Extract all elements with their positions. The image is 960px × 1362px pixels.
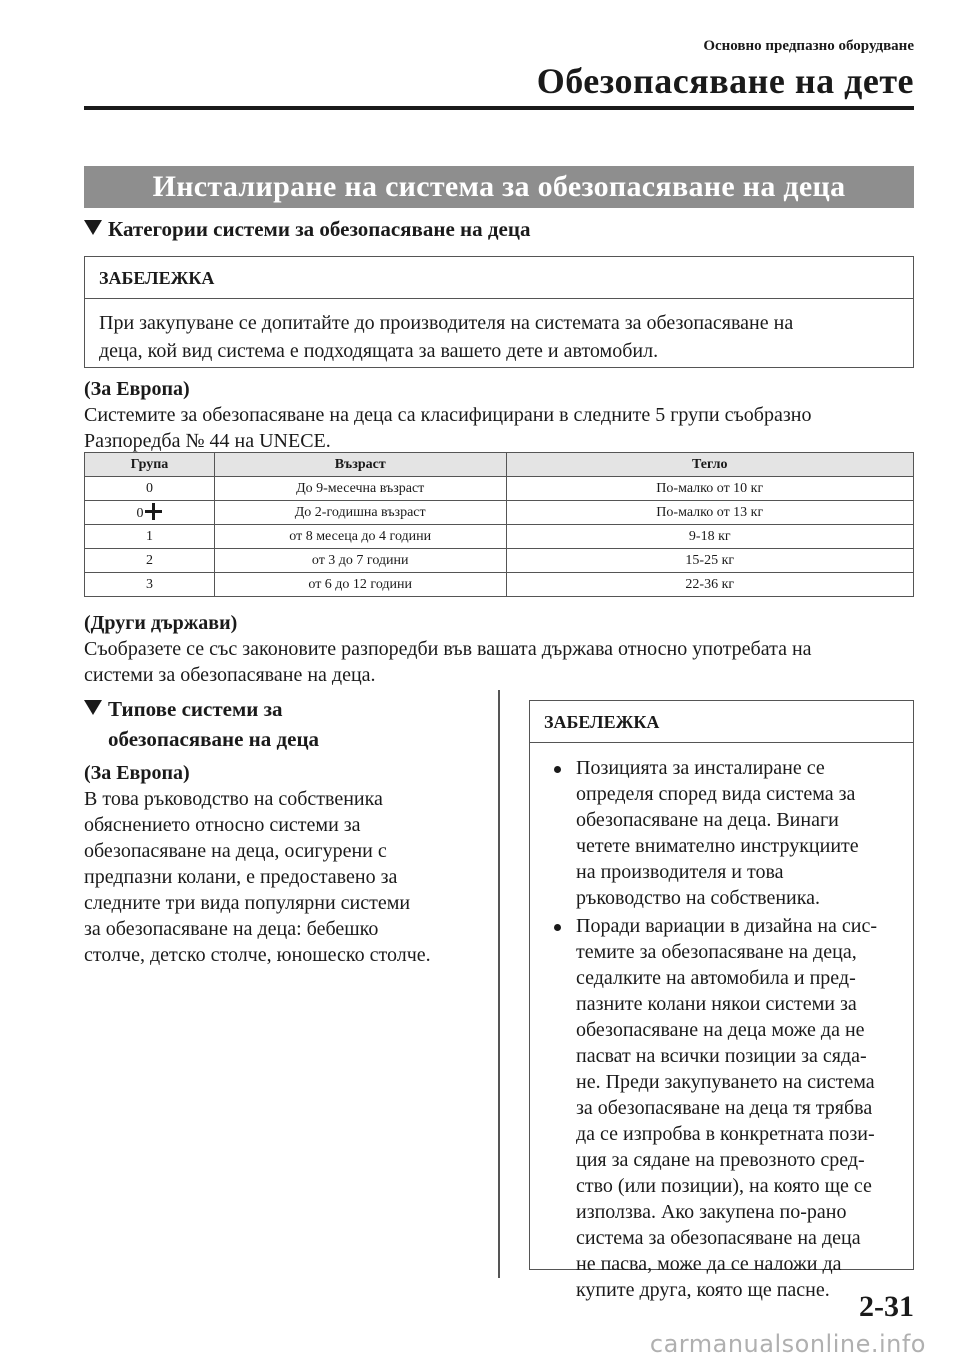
bullet-line: определя според вида система за [576, 783, 856, 805]
side-note-label: ЗАБЕЛЕЖКА [530, 701, 913, 743]
note-line: При закупуване се допитайте до производителя на системата за обезопасяване на [99, 312, 794, 334]
categories-heading-text: Категории системи за обезопасяване на деца [108, 217, 531, 241]
types-line: следните три вида популярни системи [84, 892, 411, 914]
bullet-line: на производителя и това [576, 861, 784, 883]
cell-group-text: 0 [136, 506, 144, 521]
bullet-line: Поради вариации в дизайна на сис- [576, 915, 878, 937]
cell-weight: 9-18 кг [506, 525, 913, 549]
table-row [85, 525, 914, 549]
types-line: за обезопасяване на деца: бебешко [84, 918, 379, 940]
types-heading [84, 694, 319, 754]
types-line: предпазни колани, е предоставено за [84, 866, 398, 888]
bullet-line: не пасва, може да се наложи да [576, 1253, 842, 1275]
cell-weight: По-малко от 10 кг [506, 477, 913, 501]
bullet-line: пасват на всички позиции за сяда- [576, 1045, 867, 1067]
europe-paragraph [84, 376, 811, 454]
bullet-line: система за обезопасяване на деца [576, 1227, 861, 1249]
bullet-line: Позицията за инсталиране се [576, 757, 825, 779]
header-rule [84, 106, 914, 110]
note-body [85, 299, 913, 365]
triangle-down-icon [84, 220, 102, 235]
bullet-line: темите за обезопасяване на деца, [576, 941, 857, 963]
cell-weight: 15-25 кг [506, 549, 913, 573]
cell-weight: По-малко от 13 кг [506, 501, 913, 525]
bullet-line: да се изпробва в конкретната пози- [576, 1123, 875, 1145]
page-title: Обезопасяване на дете [536, 61, 914, 101]
types-europe-label: (За Европа) [84, 762, 190, 784]
plus-icon [145, 503, 162, 520]
triangle-down-icon [84, 700, 102, 715]
table-row [85, 549, 914, 573]
cell-group: 1 [85, 525, 215, 549]
section-banner: Инсталиране на система за обезопасяване на деца [84, 166, 914, 208]
types-line: обяснението относно системи за [84, 814, 361, 836]
cell-age: от 6 до 12 години [214, 573, 506, 597]
column-divider [498, 690, 500, 1278]
header-group: Група [85, 453, 215, 477]
cell-group: 3 [85, 573, 215, 597]
note-label: ЗАБЕЛЕЖКА [85, 257, 913, 299]
bullet-line: ръководство на собственика. [576, 887, 821, 909]
types-line: обезопасяване на деца, осигурени с [84, 840, 387, 862]
bullet-line: четете внимателно инструкциите [576, 835, 859, 857]
europe-label: (За Европа) [84, 378, 190, 400]
cell-age: До 2-годишна възраст [214, 501, 506, 525]
types-heading-line: обезопасяване на деца [108, 727, 320, 751]
bullet-line: седалките на автомобила и пред- [576, 967, 856, 989]
other-countries-label: (Други държави) [84, 612, 238, 634]
note-box-purchase [84, 256, 914, 368]
other-countries-line: Съобразете се със законовите разпоредби във вашата държава относно употребата на [84, 638, 812, 660]
cell-age: от 8 месеца до 4 години [214, 525, 506, 549]
bullet-line: купите друга, която ще пасне. [576, 1279, 830, 1301]
table-row [85, 573, 914, 597]
table-header-row [85, 453, 914, 477]
types-line: В това ръководство на собственика [84, 788, 383, 810]
note-box-positions [529, 700, 914, 1301]
categories-heading [84, 214, 530, 244]
section-header: Основно предпазно оборудване [703, 38, 914, 54]
types-line: столче, детско столче, юношеско столче. [84, 944, 431, 966]
cell-group: 0 [85, 477, 215, 501]
types-heading-line: Типове системи за [108, 697, 283, 721]
other-countries-paragraph [84, 610, 812, 688]
bullet-line: за обезопасяване на деца тя трябва [576, 1097, 873, 1119]
bullet-line: ство (или позиции), на която ще се [576, 1175, 872, 1197]
note-line: деца, кой вид система е подходящата за вашето дете и автомобил. [99, 340, 659, 362]
bullet-line: обезопасяване на деца. Винаги [576, 809, 839, 831]
page-number: 2-31 [859, 1290, 914, 1323]
bullet-line: използва. Ако закупена по-рано [576, 1201, 847, 1223]
bullet-line: ция за сядане на превозното сред- [576, 1149, 865, 1171]
cell-group: 2 [85, 549, 215, 573]
header-weight: Тегло [506, 453, 913, 477]
cell-age: До 9-месечна възраст [214, 477, 506, 501]
other-countries-line: системи за обезопасяване на деца. [84, 664, 376, 686]
bullet-line: пазните колани някои системи за [576, 993, 857, 1015]
europe-line: Разпоредба № 44 на UNECE. [84, 430, 331, 452]
cell-weight: 22-36 кг [506, 573, 913, 597]
cell-age: от 3 до 7 години [214, 549, 506, 573]
list-item [548, 755, 903, 911]
bullet-line: не. Преди закупуването на система [576, 1071, 875, 1093]
watermark: carmanualsonline.info [649, 1330, 926, 1358]
europe-line: Системите за обезопасяване на деца са класифицирани в следните 5 групи съобразно [84, 404, 812, 426]
types-paragraph [84, 760, 484, 968]
cell-group [85, 501, 215, 525]
bullet-line: обезопасяване на деца може да не [576, 1019, 865, 1041]
table-row [85, 477, 914, 501]
header-age: Възраст [214, 453, 506, 477]
list-item [548, 913, 903, 1303]
side-note-list [530, 743, 913, 1303]
groups-table [84, 452, 914, 597]
table-row [85, 501, 914, 525]
